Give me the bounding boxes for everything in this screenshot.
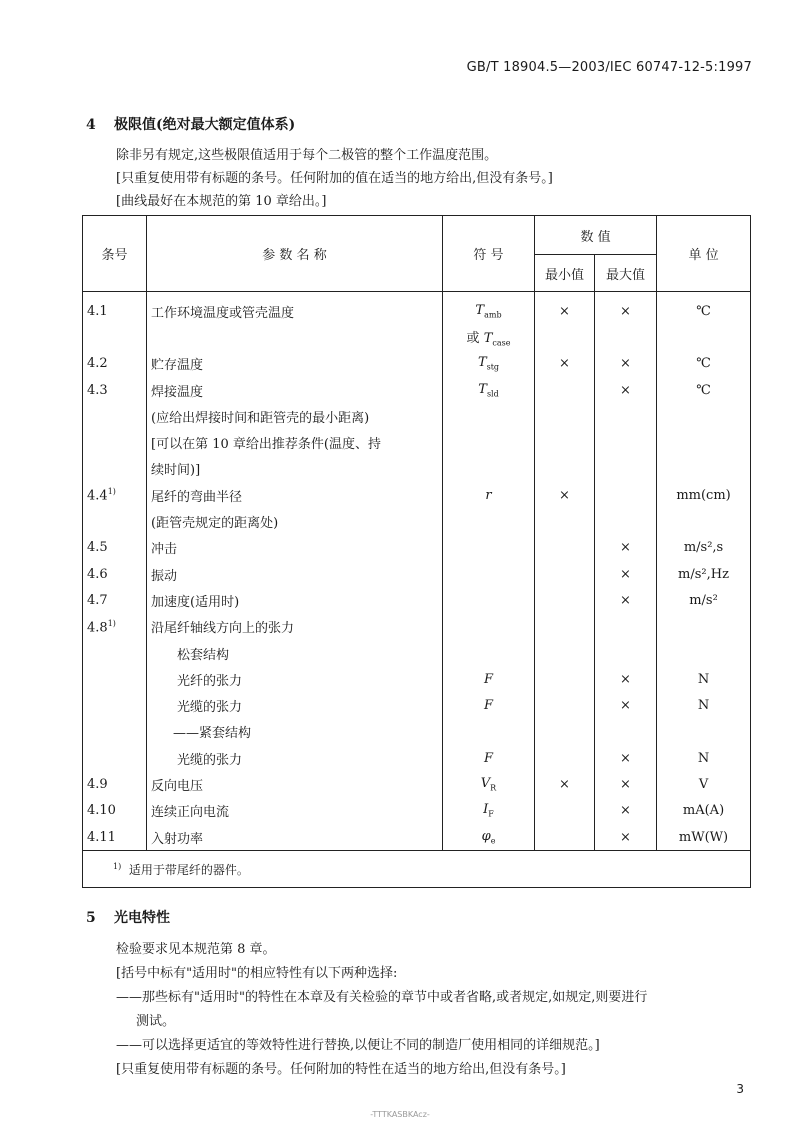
section-5-para-1: 检验要求见本规范第 8 章。 [116, 942, 276, 957]
param-name [147, 292, 443, 325]
table-row [83, 824, 751, 851]
table-footnote [83, 851, 751, 888]
unit [657, 403, 751, 429]
section-number: 5 [86, 910, 96, 926]
max-mark [595, 456, 657, 482]
max-mark [595, 587, 657, 613]
param-name [147, 324, 443, 350]
max-mark [595, 535, 657, 561]
param-name-text: (距管壳规定的距离处) [151, 516, 279, 532]
symbol-text: $I_F$ [483, 802, 494, 820]
min-mark [535, 508, 595, 534]
max-mark-text: × [620, 303, 631, 319]
max-mark [595, 429, 657, 455]
max-mark [595, 798, 657, 824]
col-header-name: 参 数 名 称 [147, 216, 443, 292]
param-name-text: 续时间)] [151, 463, 201, 479]
max-mark-text: × [620, 803, 631, 819]
max-mark-text: × [620, 829, 631, 845]
param-name [147, 508, 443, 534]
param-name [147, 666, 443, 692]
table-row [83, 324, 751, 350]
max-mark [595, 292, 657, 325]
row-number-text: 4.2 [87, 356, 108, 372]
symbol-text: F [483, 698, 494, 714]
param-name-text: 连续正向电流 [151, 805, 230, 821]
param-name [147, 587, 443, 613]
row-number [83, 482, 147, 508]
row-number [83, 798, 147, 824]
unit [657, 377, 751, 403]
row-number-text: 4.10 [87, 803, 116, 819]
section-number: 4 [86, 117, 96, 133]
table-row [83, 798, 751, 824]
unit-text: m/s²,Hz [678, 566, 729, 582]
unit [657, 587, 751, 613]
section-5-para-5: ——可以选择更适宜的等效特性进行替换,以便让不同的制造厂使用相同的详细规范。] [116, 1038, 600, 1053]
max-mark [595, 482, 657, 508]
unit [657, 482, 751, 508]
symbol-text: F [483, 750, 494, 766]
max-mark-text: × [620, 750, 631, 766]
min-mark [535, 535, 595, 561]
min-mark [535, 614, 595, 640]
row-number [83, 403, 147, 429]
min-mark-text: × [559, 303, 570, 319]
row-number-text: 4.5 [87, 540, 108, 556]
symbol-text: $\varphi_e$ [481, 828, 496, 846]
symbol [443, 429, 535, 455]
param-name-text: 尾纤的弯曲半径 [151, 489, 243, 505]
symbol [443, 640, 535, 666]
max-mark [595, 771, 657, 797]
max-mark [595, 351, 657, 377]
min-mark [535, 292, 595, 325]
unit [657, 798, 751, 824]
unit [657, 351, 751, 377]
unit-text: N [697, 698, 710, 714]
unit [657, 456, 751, 482]
table-row [83, 377, 751, 403]
min-mark [535, 324, 595, 350]
min-mark [535, 351, 595, 377]
max-mark [595, 719, 657, 745]
unit [657, 508, 751, 534]
param-name [147, 692, 443, 718]
unit [657, 745, 751, 771]
min-mark [535, 745, 595, 771]
param-name [147, 798, 443, 824]
unit-text: V [698, 776, 709, 792]
footer-mark: -TTTKASBKAcz- [370, 1110, 430, 1119]
row-number [83, 692, 147, 718]
symbol [443, 771, 535, 797]
section-4-para-3: [曲线最好在本规范的第 10 章给出。] [116, 194, 327, 209]
symbol-text: $T_{amb}$ [475, 302, 502, 320]
col-header-unit: 单 位 [657, 216, 751, 292]
table-row [83, 508, 751, 534]
param-name-text: 加速度(适用时) [151, 594, 240, 610]
row-number [83, 508, 147, 534]
table-row [83, 292, 751, 325]
symbol-text: F [483, 671, 494, 687]
table-row [83, 640, 751, 666]
section-title: 极限值(绝对最大额定值体系) [114, 117, 296, 133]
param-name-text: 入射功率 [151, 831, 204, 847]
min-mark [535, 719, 595, 745]
param-name [147, 771, 443, 797]
row-number [83, 666, 147, 692]
symbol [443, 745, 535, 771]
section-5-para-2: [括号中标有"适用时"的相应特性有以下两种选择: [116, 966, 398, 981]
param-name-text: 反向电压 [151, 778, 204, 794]
min-mark [535, 587, 595, 613]
standard-number: GB/T 18904.5—2003/IEC 60747-12-5:1997 [466, 60, 752, 75]
symbol [443, 482, 535, 508]
max-mark-text: × [620, 382, 631, 398]
section-4-para-2: [只重复使用带有标题的条号。任何附加的值在适当的地方给出,但没有条号。] [116, 171, 553, 186]
param-name [147, 824, 443, 851]
unit [657, 324, 751, 350]
param-name [147, 640, 443, 666]
min-mark [535, 798, 595, 824]
param-name-text: 贮存温度 [151, 358, 204, 374]
footnote-ref: 1) [107, 487, 116, 497]
row-number [83, 771, 147, 797]
max-mark-text: × [620, 671, 631, 687]
row-number-text: 4.8 [87, 619, 108, 635]
section-5-heading [86, 907, 170, 927]
unit-text: mm(cm) [676, 487, 731, 503]
row-number-text: 4.7 [87, 592, 108, 608]
table-row [83, 587, 751, 613]
min-mark [535, 429, 595, 455]
symbol [443, 587, 535, 613]
symbol [443, 456, 535, 482]
row-number [83, 456, 147, 482]
param-name [147, 377, 443, 403]
param-name [147, 456, 443, 482]
unit [657, 429, 751, 455]
col-header-value: 数 值 [535, 216, 657, 255]
unit-text: mA(A) [682, 803, 725, 819]
param-name-text: 光缆的张力 [177, 752, 243, 768]
row-number [83, 824, 147, 851]
table-row [83, 403, 751, 429]
max-mark [595, 561, 657, 587]
unit-text: ℃ [696, 303, 711, 319]
max-mark [595, 745, 657, 771]
unit [657, 535, 751, 561]
max-mark-text: × [620, 698, 631, 714]
symbol [443, 614, 535, 640]
symbol [443, 292, 535, 325]
row-number [83, 535, 147, 561]
min-mark [535, 456, 595, 482]
row-number-text: 4.4 [87, 488, 108, 504]
table-row [83, 666, 751, 692]
footnote-ref: 1) [107, 618, 116, 628]
param-name [147, 482, 443, 508]
unit [657, 614, 751, 640]
symbol [443, 824, 535, 851]
unit-text: m/s²,s [683, 540, 724, 556]
row-number [83, 429, 147, 455]
unit [657, 292, 751, 325]
max-mark-text: × [620, 540, 631, 556]
unit [657, 640, 751, 666]
param-name-text: 光纤的张力 [177, 673, 243, 689]
symbol [443, 351, 535, 377]
row-number [83, 587, 147, 613]
param-name [147, 614, 443, 640]
table-row [83, 561, 751, 587]
unit-text: N [697, 750, 710, 766]
col-header-no: 条号 [83, 216, 147, 292]
table-row [83, 482, 751, 508]
min-mark [535, 771, 595, 797]
param-name-text: ——紧套结构 [173, 726, 252, 742]
max-mark-text: × [620, 776, 631, 792]
row-number-text: 4.1 [87, 303, 108, 319]
col-header-max: 最大值 [595, 255, 657, 292]
table-row [83, 535, 751, 561]
row-number-text: 4.6 [87, 566, 108, 582]
param-name-text: [可以在第 10 章给出推荐条件(温度、持 [151, 437, 381, 453]
min-mark [535, 824, 595, 851]
col-header-symbol: 符 号 [443, 216, 535, 292]
max-mark-text: × [620, 592, 631, 608]
row-number [83, 324, 147, 350]
param-name [147, 403, 443, 429]
limiting-values-table [82, 215, 751, 888]
max-mark [595, 640, 657, 666]
max-mark [595, 377, 657, 403]
unit [657, 824, 751, 851]
unit [657, 561, 751, 587]
param-name [147, 429, 443, 455]
min-mark-text: × [559, 356, 570, 372]
unit-text: ℃ [696, 382, 711, 398]
page-number: 3 [736, 1082, 744, 1096]
row-number [83, 351, 147, 377]
unit-text: N [697, 671, 710, 687]
symbol [443, 798, 535, 824]
unit-text: mW(W) [678, 829, 729, 845]
symbol-text: $T_{sld}$ [478, 381, 499, 399]
max-mark [595, 614, 657, 640]
min-mark [535, 482, 595, 508]
unit [657, 666, 751, 692]
symbol-text: $T_{stg}$ [477, 355, 500, 373]
section-5-para-6: [只重复使用带有标题的条号。任何附加的特性在适当的地方给出,但没有条号。] [116, 1062, 566, 1077]
min-mark [535, 666, 595, 692]
min-mark [535, 377, 595, 403]
row-number [83, 719, 147, 745]
max-mark [595, 403, 657, 429]
max-mark [595, 824, 657, 851]
param-name [147, 561, 443, 587]
param-name-text: 松套结构 [177, 647, 230, 663]
symbol [443, 508, 535, 534]
param-name-text: 工作环境温度或管壳温度 [151, 305, 295, 321]
symbol [443, 666, 535, 692]
min-mark [535, 403, 595, 429]
row-number [83, 640, 147, 666]
row-number [83, 745, 147, 771]
table-row [83, 429, 751, 455]
table-row [83, 614, 751, 640]
param-name-text: 焊接温度 [151, 384, 204, 400]
unit [657, 719, 751, 745]
symbol-text: 或 $T_{case}$ [466, 331, 511, 348]
param-name [147, 351, 443, 377]
max-mark-text: × [620, 356, 631, 372]
max-mark [595, 666, 657, 692]
row-number [83, 561, 147, 587]
param-name-text: 光缆的张力 [177, 700, 243, 716]
row-number [83, 614, 147, 640]
param-name-text: (应给出焊接时间和距管壳的最小距离) [151, 410, 370, 426]
symbol [443, 719, 535, 745]
table-row [83, 745, 751, 771]
unit [657, 771, 751, 797]
param-name [147, 535, 443, 561]
symbol [443, 324, 535, 350]
unit-text: ℃ [696, 356, 711, 372]
footnote-mark: 1) [113, 861, 122, 871]
table-row [83, 771, 751, 797]
param-name [147, 745, 443, 771]
section-title: 光电特性 [114, 910, 170, 926]
max-mark [595, 692, 657, 718]
section-5-para-4: 测试。 [136, 1014, 176, 1029]
table-row [83, 351, 751, 377]
table-row [83, 719, 751, 745]
section-5-para-3: ——那些标有"适用时"的特性在本章及有关检验的章节中或者省略,或者规定,如规定,则要进行 [116, 990, 648, 1005]
row-number-text: 4.3 [87, 382, 108, 398]
row-number-text: 4.9 [87, 776, 108, 792]
row-number-text: 4.11 [87, 829, 116, 845]
footnote-text: 适用于带尾纤的器件。 [128, 862, 249, 877]
section-4-heading [86, 114, 295, 134]
row-number [83, 292, 147, 325]
max-mark [595, 324, 657, 350]
symbol-text: $V_R$ [480, 776, 497, 793]
min-mark [535, 561, 595, 587]
param-name-text: 振动 [151, 568, 178, 584]
param-name [147, 719, 443, 745]
unit-text: m/s² [689, 592, 718, 608]
section-4-para-1: 除非另有规定,这些极限值适用于每个二极管的整个工作温度范围。 [116, 148, 498, 163]
symbol [443, 692, 535, 718]
param-name-text: 冲击 [151, 542, 178, 558]
symbol [443, 377, 535, 403]
col-header-min: 最小值 [535, 255, 595, 292]
table-row [83, 692, 751, 718]
min-mark-text: × [559, 487, 570, 503]
row-number [83, 377, 147, 403]
param-name-text: 沿尾纤轴线方向上的张力 [151, 621, 295, 637]
max-mark-text: × [620, 566, 631, 582]
min-mark-text: × [559, 776, 570, 792]
min-mark [535, 640, 595, 666]
symbol [443, 535, 535, 561]
unit [657, 692, 751, 718]
max-mark [595, 508, 657, 534]
symbol-text: r [485, 487, 492, 503]
symbol [443, 561, 535, 587]
symbol [443, 403, 535, 429]
min-mark [535, 692, 595, 718]
table-row [83, 456, 751, 482]
